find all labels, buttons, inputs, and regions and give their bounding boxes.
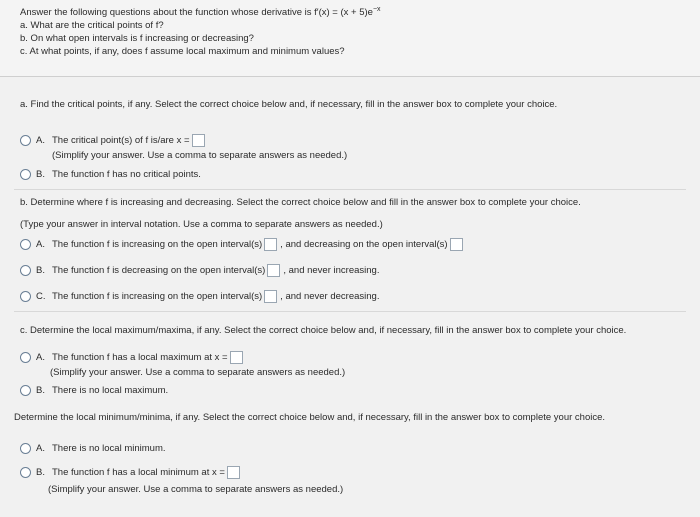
part-c-min-option-a[interactable]: A. There is no local minimum.: [20, 443, 166, 454]
answer-area: [0, 77, 700, 517]
divider: [14, 189, 686, 190]
question-header: [0, 0, 700, 77]
radio-button[interactable]: [20, 265, 31, 276]
part-a-prompt: a. Find the critical points, if any. Select the correct choice below and, if necessary, fill in the answer box to complete your choice.: [20, 99, 558, 110]
part-c-max-option-a[interactable]: A. The function f has a local maximum at x =: [20, 351, 246, 364]
answer-input-box[interactable]: [230, 351, 243, 364]
part-a-option-b[interactable]: B. The function f has no critical points.: [20, 169, 201, 180]
radio-button[interactable]: [20, 169, 31, 180]
part-c-min-option-b-note: (Simplify your answer. Use a comma to separate answers as needed.): [48, 484, 344, 495]
part-b-prompt: b. Determine where f is increasing and decreasing. Select the correct choice below and fill in the answer box to complete your choice.: [20, 197, 581, 208]
answer-input-box[interactable]: [264, 290, 277, 303]
part-a-option-a[interactable]: A. The critical point(s) of f is/are x =: [20, 134, 208, 147]
part-c-prompt: c. Determine the local maximum/maxima, if any. Select the correct choice below and, if necessary, fill in the answer box to complete your choice.: [20, 325, 627, 336]
question-intro: Answer the following questions about the function whose derivative is $f'(x) = (x + 5)e^{-x}$: [20, 6, 381, 19]
radio-button[interactable]: [20, 385, 31, 396]
answer-input-box[interactable]: [264, 238, 277, 251]
radio-button[interactable]: [20, 467, 31, 478]
question-a: a. What are the critical points of f?: [20, 20, 164, 31]
divider: [14, 311, 686, 312]
part-b-note: (Type your answer in interval notation. Use a comma to separate answers as needed.): [20, 219, 383, 230]
radio-button[interactable]: [20, 443, 31, 454]
radio-button[interactable]: [20, 291, 31, 302]
part-c-min-prompt: Determine the local minimum/minima, if any. Select the correct choice below and, if necessary, fill in the answer box to complete your choice.: [14, 412, 606, 423]
question-c: c. At what points, if any, does f assume local maximum and minimum values?: [20, 46, 345, 57]
part-c-min-option-b[interactable]: B. The function f has a local minimum at x =: [20, 466, 243, 479]
answer-input-box[interactable]: [450, 238, 463, 251]
question-b: b. On what open intervals is f increasing or decreasing?: [20, 33, 254, 44]
radio-button[interactable]: [20, 239, 31, 250]
part-c-max-option-a-note: (Simplify your answer. Use a comma to separate answers as needed.): [50, 367, 346, 378]
part-b-option-a[interactable]: A. The function f is increasing on the open interval(s) , and decreasing on the open interval(s): [20, 238, 466, 251]
answer-input-box[interactable]: [192, 134, 205, 147]
part-b-option-b[interactable]: B. The function f is decreasing on the open interval(s) , and never increasing.: [20, 264, 379, 277]
radio-button[interactable]: [20, 352, 31, 363]
answer-input-box[interactable]: [227, 466, 240, 479]
part-c-max-option-b[interactable]: B. There is no local maximum.: [20, 385, 168, 396]
answer-input-box[interactable]: [267, 264, 280, 277]
part-b-option-c[interactable]: C. The function f is increasing on the open interval(s) , and never decreasing.: [20, 290, 379, 303]
part-a-option-a-note: (Simplify your answer. Use a comma to separate answers as needed.): [52, 150, 348, 161]
radio-button[interactable]: [20, 135, 31, 146]
